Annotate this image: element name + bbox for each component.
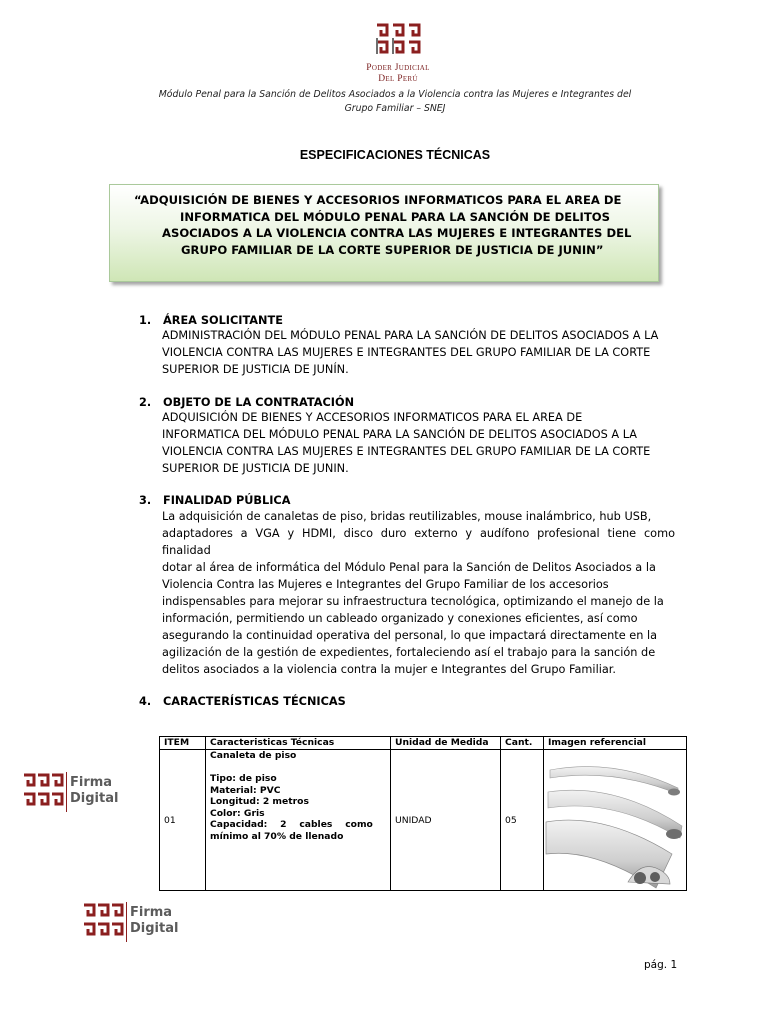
body-line: indispensables para mejorar su infraestructura tecnológica, optimizando el manejo de la <box>162 595 664 608</box>
section-title: CARACTERÍSTICAS TÉCNICAS <box>163 695 346 708</box>
body-line: delitos asociados a la violencia contra la mujer e Integrantes del Grupo Familiar. <box>162 663 616 676</box>
body-line: Violencia Contra las Mujeres e Integrantes del Grupo Familiar de los accesorios <box>162 578 609 591</box>
banner-line: ASOCIADOS A LA VIOLENCIA CONTRA LAS MUJERES E INTEGRANTES DEL <box>162 226 632 240</box>
banner-text <box>128 192 648 258</box>
col-header-imagen: Imagen referencial <box>544 737 687 750</box>
title-banner <box>109 184 659 282</box>
stamp-divider <box>66 772 67 812</box>
body-line: VIOLENCIA CONTRA LAS MUJERES E INTEGRANTES DEL GRUPO FAMILIAR DE LA CORTE <box>162 346 651 359</box>
body-line: INFORMATICA DEL MÓDULO PENAL PARA LA SANCIÓN DE DELITOS ASOCIADOS A LA <box>162 428 638 441</box>
caract-line: Color: Gris <box>210 807 265 819</box>
col-header-item: ITEM <box>160 737 206 750</box>
caract-line <box>210 762 386 774</box>
poder-judicial-stamp-icon <box>22 772 66 812</box>
body-line: adaptadores a VGA y HDMI, disco duro externo y audífono profesional tiene como finalidad <box>162 527 675 557</box>
body-line: agilización de la gestión de expedientes, fortaleciendo así el trabajo para la sanción de <box>162 646 656 659</box>
section-title: OBJETO DE LA CONTRATACIÓN <box>163 396 355 409</box>
section-number: 4. <box>139 695 152 708</box>
body-line: SUPERIOR DE JUSTICIA DE JUNÍN. <box>162 363 349 376</box>
section-number: 3. <box>139 494 152 507</box>
technical-specs-table <box>159 736 687 891</box>
caract-line: Longitud: 2 metros <box>210 796 309 807</box>
body-line: asegurando la continuidad operativa del personal, lo que impactará directamente en la <box>162 629 658 642</box>
digital-signature-stamp <box>22 770 122 814</box>
institution-name-line1: Poder Judicial <box>366 63 430 73</box>
institution-name-line2: Del Perú <box>378 74 418 84</box>
section-title: FINALIDAD PÚBLICA <box>163 494 291 507</box>
body-line: La adquisición de canaletas de piso, bridas reutilizables, mouse inalámbrico, hub USB, <box>162 510 652 523</box>
poder-judicial-stamp-icon <box>82 902 126 942</box>
body-line: dotar al área de informática del Módulo Penal para la Sanción de Delitos Asociados a la <box>162 561 656 574</box>
banner-line: INFORMATICA DEL MÓDULO PENAL PARA LA SANCIÓN DE DELITOS <box>180 209 610 224</box>
floor-cable-channel-image <box>544 750 687 890</box>
body-line: información, permitiendo un cableado organizado y conexiones eficientes, así como <box>162 612 638 625</box>
stamp-label-line2: Digital <box>130 921 179 936</box>
cell-caracteristicas <box>206 750 391 891</box>
stamp-label-line1: Firma <box>130 905 173 920</box>
document-title: ESPECIFICACIONES TÉCNICAS <box>299 148 491 162</box>
section-title: ÁREA SOLICITANTE <box>163 314 283 327</box>
subtitle-line-2: Grupo Familiar – SNEJ <box>344 103 446 114</box>
caracteristicas-list <box>210 750 386 842</box>
stamp-divider <box>126 902 127 942</box>
header-subtitle <box>140 88 650 116</box>
stamp-label-line1: Firma <box>70 775 113 790</box>
section-3-body <box>162 508 675 678</box>
section-1-body <box>162 327 675 378</box>
section-4-heading <box>139 695 659 711</box>
body-line: ADQUISICIÓN DE BIENES Y ACCESORIOS INFORMATICOS PARA EL AREA DE <box>162 411 583 424</box>
page-number: pág. 1 <box>644 959 678 971</box>
banner-line: GRUPO FAMILIAR DE LA CORTE SUPERIOR DE JUSTICIA DE JUNIN” <box>181 242 604 257</box>
caract-line: Capacidad: 2 cables como <box>210 819 373 830</box>
body-line: ADMINISTRACIÓN DEL MÓDULO PENAL PARA LA SANCIÓN DE DELITOS ASOCIADOS A LA <box>162 329 659 342</box>
stamp-label-line2: Digital <box>70 791 119 806</box>
caract-line: Material: PVC <box>210 784 281 796</box>
col-header-cantidad: Cant. <box>501 737 544 750</box>
poder-judicial-emblem-icon <box>374 22 422 58</box>
body-line: VIOLENCIA CONTRA LAS MUJERES E INTEGRANTES DEL GRUPO FAMILIAR DE LA CORTE <box>162 445 651 458</box>
digital-signature-stamp <box>82 900 182 944</box>
section-number: 1. <box>139 314 152 327</box>
cell-unidad: UNIDAD <box>391 750 501 891</box>
col-header-unidad: Unidad de Medida <box>391 737 501 750</box>
banner-line: “ADQUISICIÓN DE BIENES Y ACCESORIOS INFORMATICOS PARA EL AREA DE <box>134 193 622 207</box>
table-header-row <box>160 737 687 750</box>
section-2-body <box>162 409 675 477</box>
table-row <box>160 750 687 891</box>
section-number: 2. <box>139 396 152 409</box>
caract-line: Tipo: de piso <box>210 773 277 784</box>
institution-logo <box>358 22 438 85</box>
col-header-caracteristicas: Caracteristicas Técnicas <box>206 737 391 750</box>
cell-item: 01 <box>160 750 206 891</box>
body-line: SUPERIOR DE JUSTICIA DE JUNIN. <box>162 462 349 475</box>
caract-line: Canaleta de piso <box>210 750 297 761</box>
cell-imagen <box>544 750 687 891</box>
subtitle-line-1: Módulo Penal para la Sanción de Delitos Asociados a la Violencia contra las Mujeres e Integrantes del <box>158 89 632 100</box>
cell-cantidad: 05 <box>501 750 544 891</box>
caract-line: mínimo al 70% de llenado <box>210 830 344 842</box>
